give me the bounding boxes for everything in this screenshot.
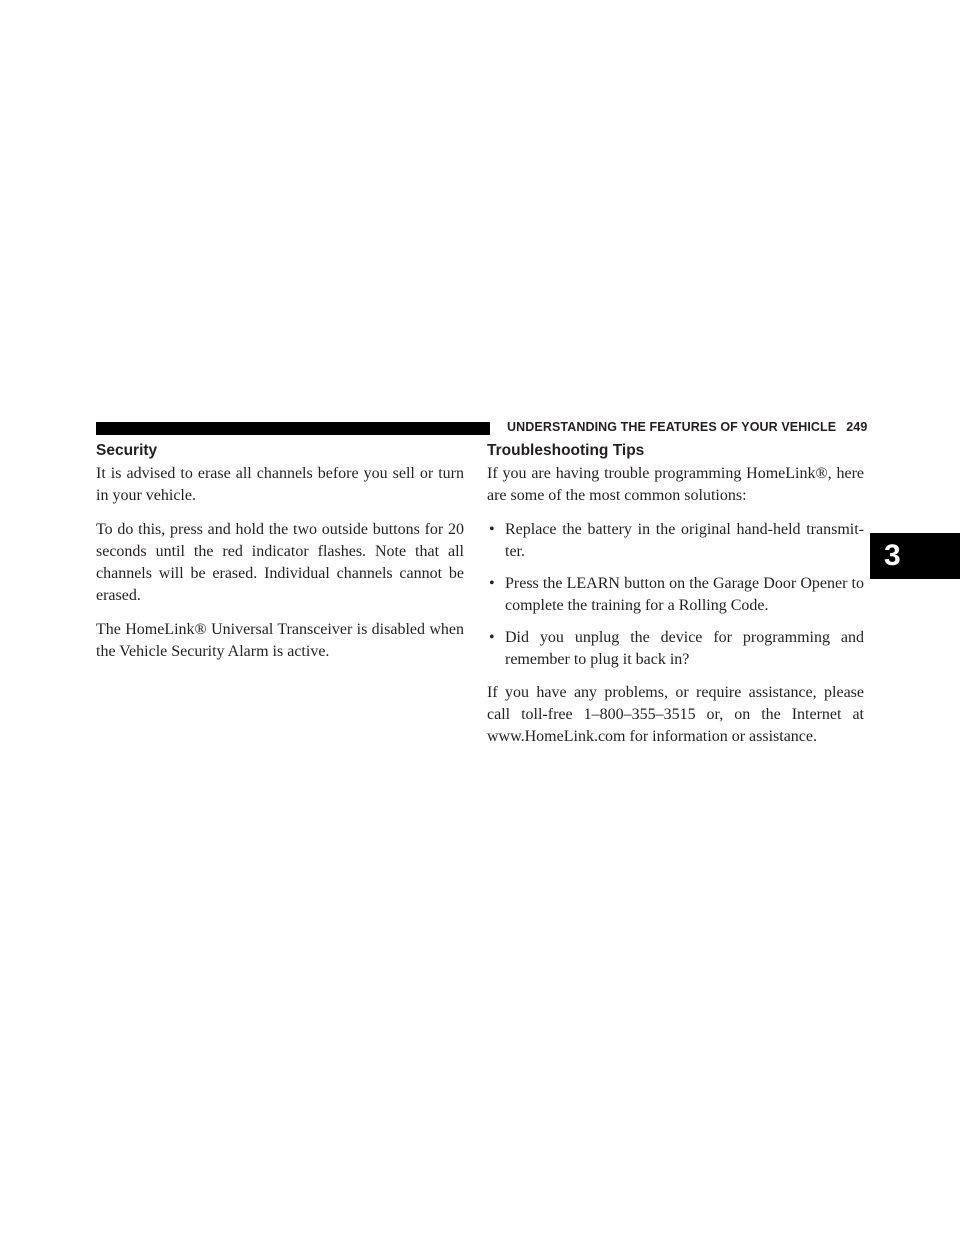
tips-list [487, 519, 864, 671]
troubleshooting-heading: Troubleshooting Tips [487, 442, 645, 459]
list-item [487, 519, 864, 563]
tip-text: Press the LEARN button on the Garage Door Opener to complete the training for a Rolling Code. [505, 575, 864, 614]
bullet-icon: • [489, 521, 495, 538]
troubleshooting-closing: If you have any problems, or require assistance, please call toll-free 1–800–355–3515 or, on the Internet at www.HomeLink.com for information or assistance. [487, 684, 864, 745]
list-item [487, 627, 864, 671]
troubleshooting-intro: If you are having trouble programming HomeLink®, here are some of the most common solutions: [487, 465, 864, 504]
chapter-tab: 3 [870, 533, 960, 579]
tip-text: Did you unplug the device for programming and remember to plug it back in? [505, 629, 864, 668]
tip-text: Replace the battery in the original hand-held transmit-ter. [505, 521, 864, 560]
security-paragraph-1: It is advised to erase all channels before you sell or turn in your vehicle. [96, 465, 464, 504]
left-column [96, 441, 464, 675]
running-header [507, 420, 867, 434]
security-heading: Security [96, 442, 158, 459]
header-rule [96, 422, 490, 435]
page-number: 249 [846, 420, 868, 434]
bullet-icon: • [489, 575, 495, 592]
security-paragraph-2: To do this, press and hold the two outside buttons for 20 seconds until the red indicator flashes. Note that all channels will be erased. Individual channels cannot be erased. [96, 521, 464, 604]
section-title: UNDERSTANDING THE FEATURES OF YOUR VEHICLE [507, 420, 837, 434]
security-paragraph-3: The HomeLink® Universal Transceiver is disabled when the Vehicle Security Alarm is active. [96, 621, 464, 660]
bullet-icon: • [489, 629, 495, 646]
list-item [487, 573, 864, 617]
right-column [487, 441, 864, 760]
